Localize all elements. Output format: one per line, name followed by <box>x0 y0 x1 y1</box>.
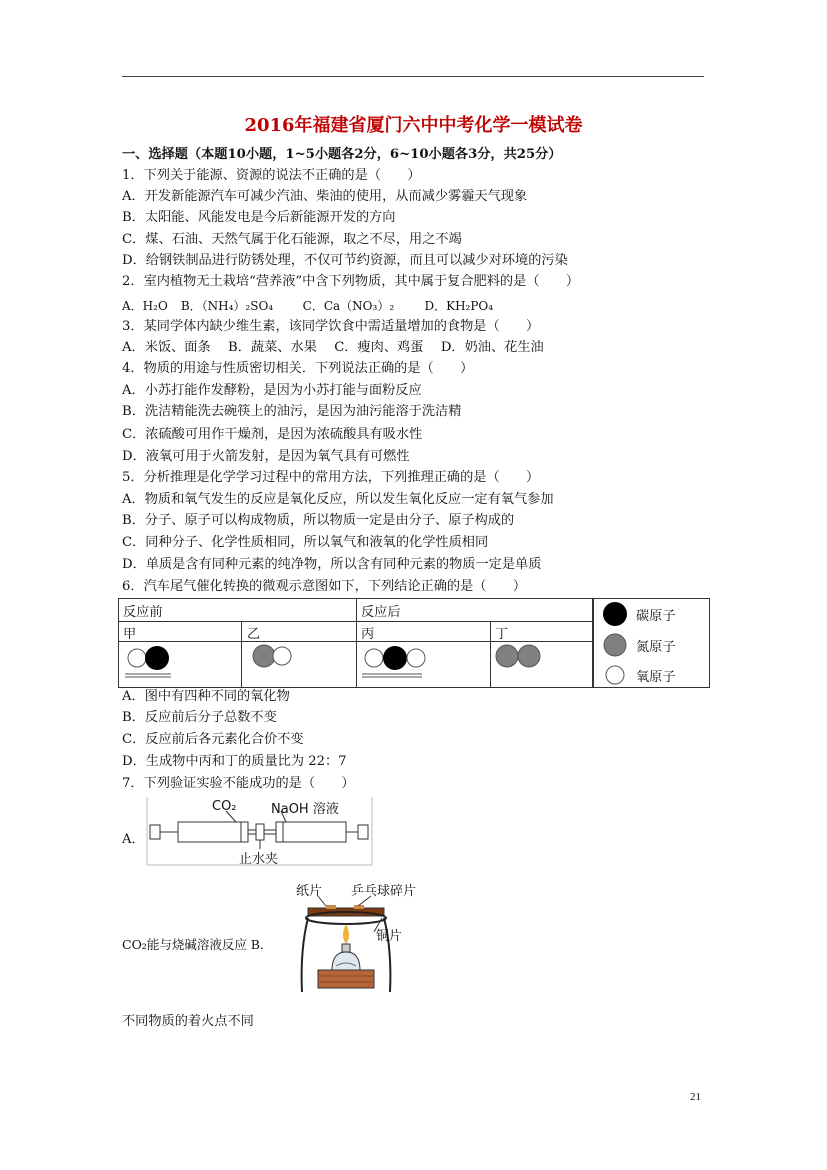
carbon-label: 碳原子 <box>636 609 676 624</box>
molecule-n2 <box>496 645 540 667</box>
burner-figure <box>296 880 436 998</box>
molecule-co <box>125 646 171 677</box>
clamp-label: 止水夹 <box>239 852 279 867</box>
header-rule <box>122 76 704 77</box>
legend-swatches <box>594 599 634 687</box>
copper-label: 铜片 <box>376 929 403 944</box>
ding-label: 丁 <box>495 627 509 642</box>
q6-stem: 6．汽车尾气催化转换的微观示意图如下，下列结论正确的是（ ） <box>122 579 527 594</box>
naoh-label: NaOH 溶液 <box>271 802 339 817</box>
before-label: 反应前 <box>123 605 163 620</box>
q5-option-a: A．物质和氧气发生的反应是氧化反应，所以发生氧化反应一定有氧气参加 <box>122 492 554 507</box>
q7-a-label: A． <box>122 832 145 847</box>
q2-option-c: C．Ca（NO₃）₂ <box>302 299 395 313</box>
q4-option-a: A．小苏打能作发酵粉，是因为小苏打能与面粉反应 <box>122 383 422 398</box>
section-heading: 一、选择题（本题10小题，1~5小题各2分，6~10小题各3分，共25分） <box>122 147 562 162</box>
q4-option-d: D．液氧可用于火箭发射，是因为氧气具有可燃性 <box>122 449 410 464</box>
atom-legend <box>593 598 710 688</box>
co2-label: CO₂ <box>212 799 237 814</box>
carbon-swatch <box>603 602 627 626</box>
q5-option-b: B．分子、原子可以构成物质，所以物质一定是由分子、原子构成的 <box>122 513 515 528</box>
q7-b-conclusion: 不同物质的着火点不同 <box>122 1014 254 1029</box>
q6-option-b: B．反应前后分子总数不变 <box>122 710 277 725</box>
q2-option-d: D．KH₂PO₄ <box>424 299 494 313</box>
q7-stem: 7．下列验证实验不能成功的是（ ） <box>122 776 355 791</box>
after-label: 反应后 <box>361 605 401 620</box>
bing-label: 丙 <box>361 627 375 642</box>
q1-option-b: B．太阳能、风能发电是今后新能源开发的方向 <box>122 210 396 225</box>
q5-stem: 5．分析推理是化学学习过程中的常用方法，下列推理正确的是（ ） <box>122 470 540 485</box>
pingpong-label: 乒乓球碎片 <box>351 884 417 899</box>
q1-option-c: C．煤、石油、天然气属于化石能源，取之不尽，用之不竭 <box>122 232 462 247</box>
q2-stem: 2．室内植物无土栽培“营养液”中含下列物质，其中属于复合肥料的是（ ） <box>122 274 580 289</box>
q2-option-a: A．H₂O <box>122 299 168 313</box>
q5-option-c: C．同种分子、化学性质相同，所以氧气和液氧的化学性质相同 <box>122 535 489 550</box>
q6-option-c: C．反应前后各元素化合价不变 <box>122 732 304 747</box>
molecule-no <box>253 645 291 667</box>
paper-label: 纸片 <box>296 884 323 899</box>
syringe-figure <box>146 797 374 867</box>
molecule-diagrams <box>119 641 592 687</box>
nitrogen-label: 氮原子 <box>636 640 676 655</box>
q4-option-b: B．洗洁精能洗去碗筷上的油污，是因为油污能溶于洗洁精 <box>122 404 462 419</box>
q3-options: A．米饭、面条 B．蔬菜、水果 C．瘦肉、鸡蛋 D．奶油、花生油 <box>122 340 544 355</box>
q4-option-c: C．浓硫酸可用作干燥剂，是因为浓硫酸具有吸水性 <box>122 427 423 442</box>
q6-option-a: A．图中有四种不同的氧化物 <box>122 689 290 704</box>
q7-a-conclusion: CO₂能与烧碱溶液反应 B． <box>122 937 273 952</box>
q2-options <box>122 296 493 316</box>
q6-option-d: D．生成物中丙和丁的质量比为 22：7 <box>122 754 347 769</box>
q1-stem: 1．下列关于能源、资源的说法不正确的是（ ） <box>122 168 421 183</box>
jia-label: 甲 <box>123 627 137 642</box>
oxygen-label: 氧原子 <box>636 670 676 685</box>
q2-option-b: B．（NH₄）₂SO₄ <box>180 299 274 313</box>
reaction-table <box>118 598 593 688</box>
page-number: 21 <box>690 1091 701 1103</box>
oxygen-swatch <box>606 666 624 684</box>
q5-option-d: D．单质是含有同种元素的纯净物，所以含有同种元素的物质一定是单质 <box>122 557 542 572</box>
page-title: 2016年福建省厦门六中中考化学一模试卷 <box>244 115 583 136</box>
molecule-co2 <box>362 646 425 677</box>
q3-stem: 3．某同学体内缺少维生素，该同学饮食中需适量增加的食物是（ ） <box>122 319 540 334</box>
yi-label: 乙 <box>247 627 261 642</box>
q1-option-d: D．给钢铁制品进行防锈处理，不仅可节约资源，而且可以减少对环境的污染 <box>122 253 568 268</box>
q1-option-a: A．开发新能源汽车可减少汽油、柴油的使用，从而减少雾霾天气现象 <box>122 189 528 204</box>
q4-stem: 4．物质的用途与性质密切相关．下列说法正确的是（ ） <box>122 361 474 376</box>
nitrogen-swatch <box>604 634 626 656</box>
